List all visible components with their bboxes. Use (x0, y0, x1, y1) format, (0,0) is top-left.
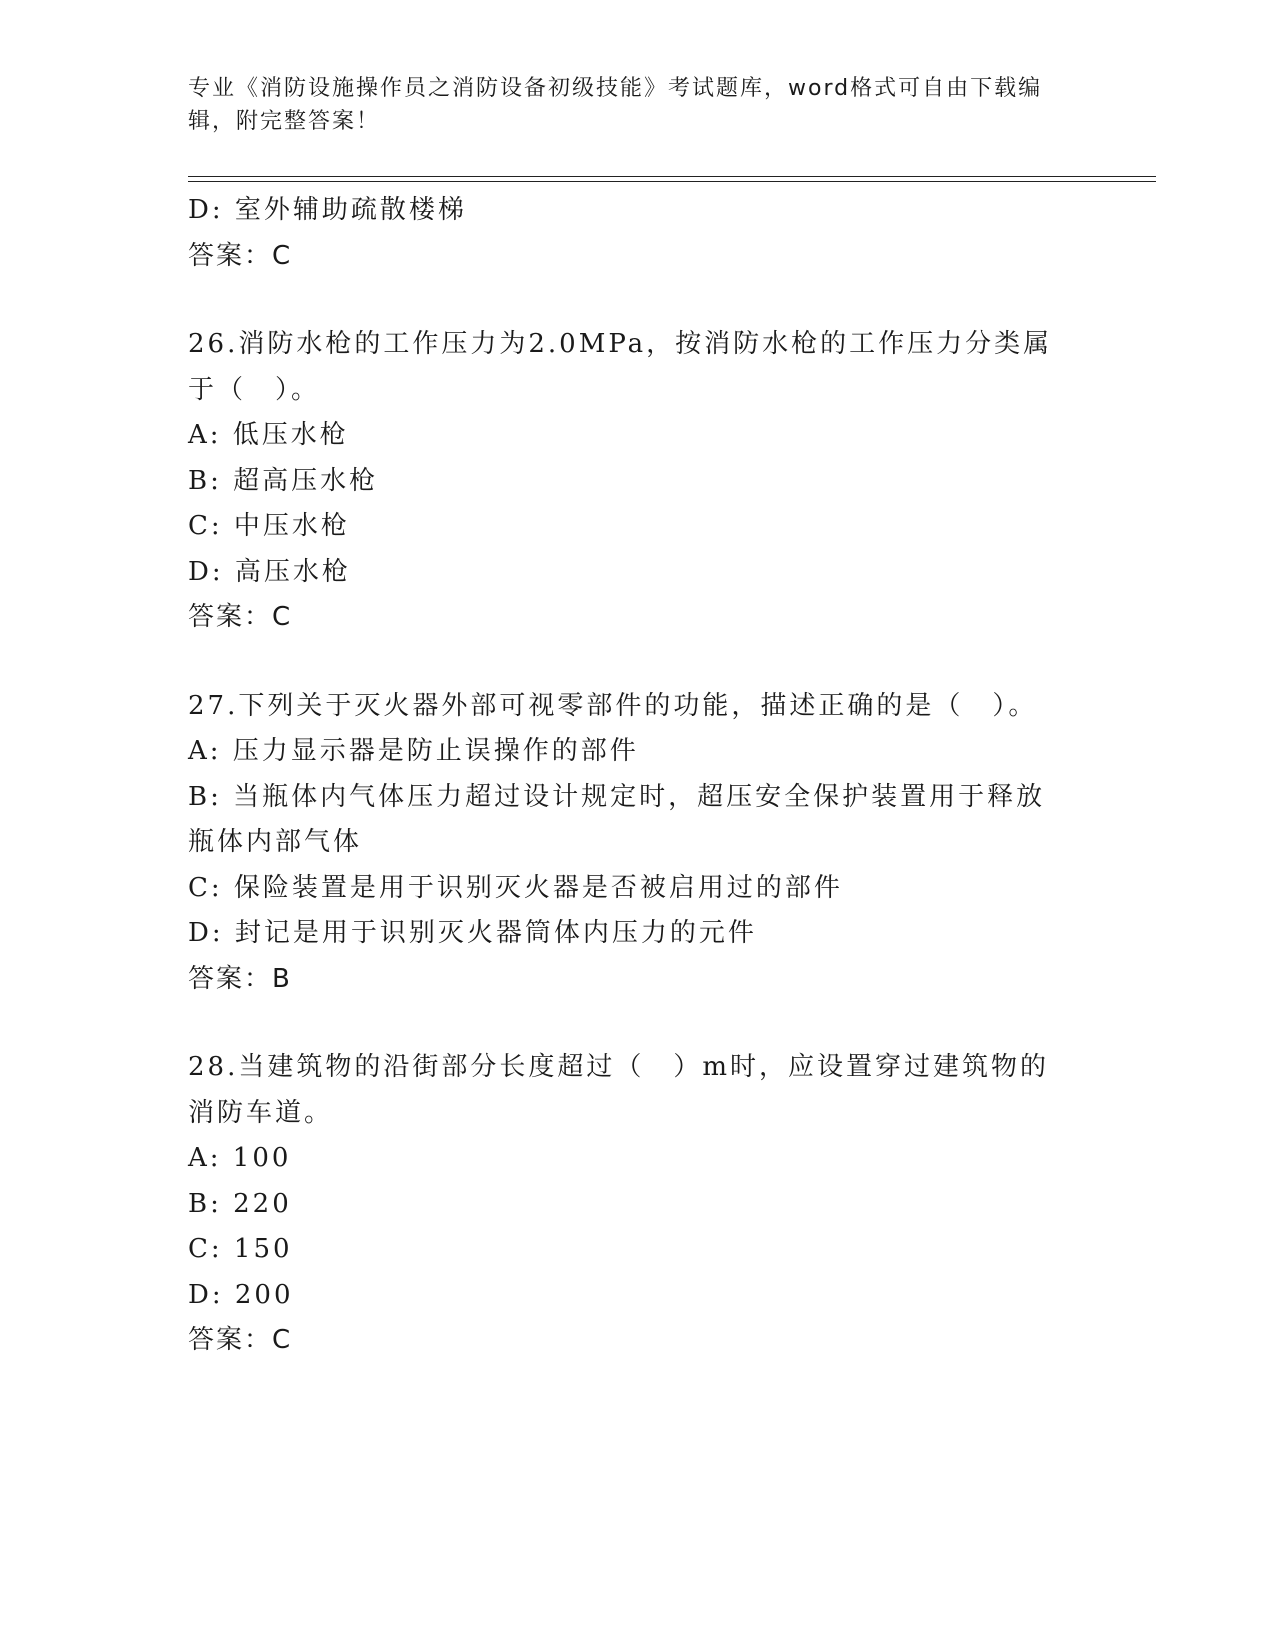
option-a: A: 压力显示器是防止误操作的部件 (188, 736, 639, 766)
header-divider-bottom (188, 181, 1156, 182)
question-stem: 26.消防水枪的工作压力为2.0MPa，按消防水枪的工作压力分类属于（ ）。 (188, 329, 1053, 405)
question-27 (188, 684, 1068, 1003)
answer: 答案：C (188, 602, 293, 632)
question-stem: 28.当建筑物的沿街部分长度超过（ ）m时，应设置穿过建筑物的消防车道。 (188, 1052, 1050, 1128)
option-d: D: 高压水枪 (188, 556, 351, 587)
option-b: B: 220 (188, 1188, 292, 1219)
answer: 答案：C (188, 1325, 293, 1355)
answer: 答案：B (188, 963, 292, 994)
option-c: C: 中压水枪 (188, 511, 350, 541)
question-26 (188, 322, 1068, 641)
option-d: D: 200 (188, 1279, 294, 1310)
option-b: B: 超高压水枪 (188, 465, 379, 496)
option-a: A: 低压水枪 (188, 420, 349, 450)
prev-question-answer: 答案：C (188, 240, 293, 271)
page-header: 专业《消防设施操作员之消防设备初级技能》考试题库，word格式可自由下载编辑，附完整答案！ (188, 76, 1043, 134)
option-c: C: 150 (188, 1234, 293, 1264)
question-28 (188, 1045, 1068, 1364)
option-b: B: 当瓶体内气体压力超过设计规定时，超压安全保护装置用于释放瓶体内部气体 (188, 781, 1046, 857)
prev-question-option-d: D: 室外辅助疏散楼梯 (188, 195, 467, 225)
question-content (188, 188, 1088, 1364)
option-d: D: 封记是用于识别灭火器筒体内压力的元件 (188, 918, 757, 948)
header-divider-top (188, 176, 1156, 177)
option-a: A: 100 (188, 1143, 292, 1173)
question-stem: 27.下列关于灭火器外部可视零部件的功能，描述正确的是（ ）。 (188, 690, 1038, 721)
option-c: C: 保险装置是用于识别灭火器是否被启用过的部件 (188, 872, 843, 903)
